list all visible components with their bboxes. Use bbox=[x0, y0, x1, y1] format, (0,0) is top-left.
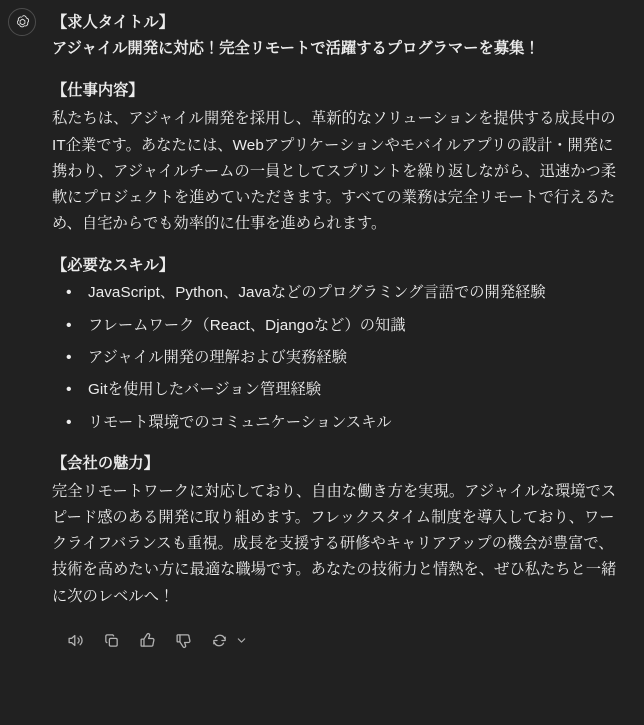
thumbs-down-icon bbox=[175, 632, 192, 649]
chevron-down-icon[interactable] bbox=[234, 626, 248, 656]
thumbs-down-button[interactable] bbox=[168, 626, 198, 656]
job-description: 私たちは、アジャイル開発を採用し、革新的なソリューションを提供する成長中のIT企業です。あなたには、Webアプリケーションやモバイルアプリの設計・開発に携わり、アジャイルチームの一員としてスプリントを繰り返しながら、迅速かつ柔軟にプロジェクトを進めていただきます。すべての業務は完全リモートで行えるため、自宅からでも効率的に仕事を進められます。 bbox=[52, 110, 617, 232]
skills-label: 【必要なスキル】 bbox=[52, 257, 175, 275]
list-item: • Gitを使用したバージョン管理経験 bbox=[52, 378, 626, 402]
copy-icon bbox=[103, 632, 120, 649]
job-title-label: 【求人タイトル】 bbox=[52, 14, 174, 31]
speaker-icon bbox=[67, 632, 84, 649]
thumbs-up-icon bbox=[139, 632, 156, 649]
message-content bbox=[52, 10, 626, 610]
regenerate-group[interactable] bbox=[204, 626, 248, 656]
list-item: • アジャイル開発の理解および実務経験 bbox=[52, 346, 626, 370]
job-title: アジャイル開発に対応！完全リモートで活躍するプログラマーを募集！ bbox=[52, 40, 540, 58]
thumbs-up-button[interactable] bbox=[132, 626, 162, 656]
company-appeal: 完全リモートワークに対応しており、自由な働き方を実現。アジャイルな環境でスピード感のある開発に取り組めます。フレックスタイム制度を導入しており、ワークライフバランスも重視。成長を支援する研修やキャリアアップの機会が豊富で、技術を高めたい方に最適な職場です。あなたの技術力と情熱を、ぜひ私たちと一緒に次のレベルへ！ bbox=[52, 482, 617, 605]
openai-logo-icon bbox=[14, 14, 31, 31]
list-item: • フレームワーク（React、Djangoなど）の知識 bbox=[52, 314, 626, 338]
regenerate-icon bbox=[211, 632, 228, 649]
copy-button[interactable] bbox=[96, 626, 126, 656]
list-item: • リモート環境でのコミュニケーションスキル bbox=[52, 411, 626, 435]
regenerate-button[interactable] bbox=[204, 626, 234, 656]
company-appeal-label: 【会社の魅力】 bbox=[52, 454, 160, 472]
list-item: • JavaScript、Python、Javaなどのプログラミング言語での開発経験 bbox=[52, 281, 626, 305]
message-action-toolbar bbox=[52, 626, 626, 656]
assistant-avatar bbox=[8, 8, 36, 36]
job-description-label: 【仕事内容】 bbox=[52, 82, 144, 100]
skills-list bbox=[52, 281, 626, 435]
read-aloud-button[interactable] bbox=[60, 626, 90, 656]
